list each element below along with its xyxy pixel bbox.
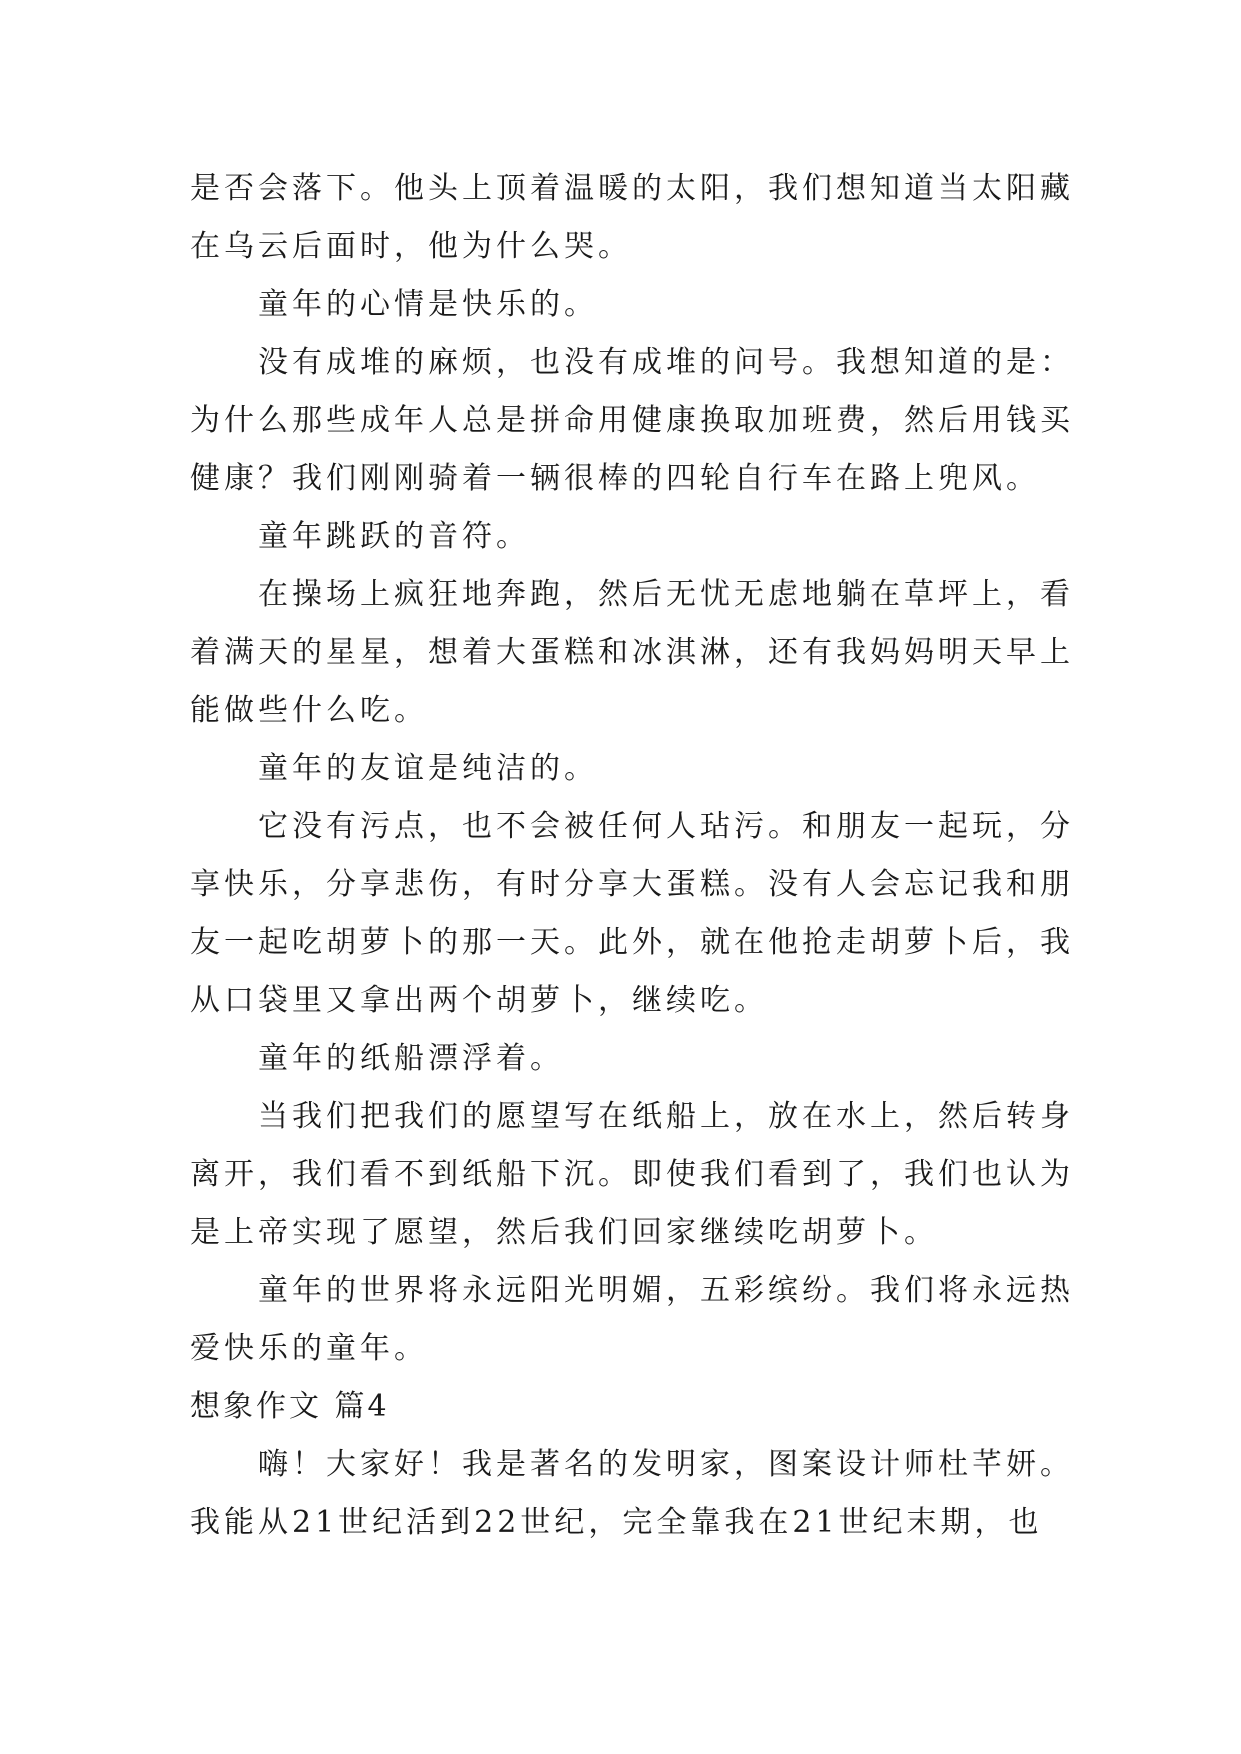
- text-line: 没有成堆的麻烦，也没有成堆的问号。我想知道的是：: [258, 345, 1074, 380]
- text-line: 享快乐，分享悲伤，有时分享大蛋糕。没有人会忘记我和朋: [190, 867, 1074, 902]
- text-line: 当我们把我们的愿望写在纸船上，放在水上，然后转身: [258, 1099, 1074, 1134]
- text-line: 童年的纸船漂浮着。: [258, 1041, 564, 1076]
- section-heading: 想象作文 篇4: [190, 1389, 390, 1424]
- text-line: 我能从21世纪活到22世纪，完全靠我在21世纪末期，也: [190, 1505, 1043, 1540]
- text-line: 着满天的星星，想着大蛋糕和冰淇淋，还有我妈妈明天早上: [190, 635, 1074, 670]
- text-line: 在乌云后面时，他为什么哭。: [190, 229, 632, 264]
- text-line: 离开，我们看不到纸船下沉。即使我们看到了，我们也认为: [190, 1157, 1074, 1192]
- text-line: 能做些什么吃。: [190, 693, 428, 728]
- text-line: 为什么那些成年人总是拼命用健康换取加班费，然后用钱买: [190, 403, 1074, 438]
- text-line: 它没有污点，也不会被任何人玷污。和朋友一起玩，分: [258, 809, 1074, 844]
- text-line: 友一起吃胡萝卜的那一天。此外，就在他抢走胡萝卜后，我: [190, 925, 1074, 960]
- text-line: 童年的世界将永远阳光明媚，五彩缤纷。我们将永远热: [258, 1273, 1074, 1308]
- text-line: 在操场上疯狂地奔跑，然后无忧无虑地躺在草坪上，看: [258, 577, 1074, 612]
- text-line: 爱快乐的童年。: [190, 1331, 428, 1366]
- text-line: 童年跳跃的音符。: [258, 519, 530, 554]
- text-line: 童年的心情是快乐的。: [258, 287, 598, 322]
- text-line: 嗨！大家好！我是著名的发明家，图案设计师杜芊妍。: [258, 1447, 1074, 1482]
- text-line: 从口袋里又拿出两个胡萝卜，继续吃。: [190, 983, 768, 1018]
- document-page: [190, 160, 1074, 1552]
- text-line: 健康？我们刚刚骑着一辆很棒的四轮自行车在路上兜风。: [190, 461, 1040, 496]
- text-line: 是上帝实现了愿望，然后我们回家继续吃胡萝卜。: [190, 1215, 938, 1250]
- text-line: 童年的友谊是纯洁的。: [258, 751, 598, 786]
- text-line: 是否会落下。他头上顶着温暖的太阳，我们想知道当太阳藏: [190, 171, 1074, 206]
